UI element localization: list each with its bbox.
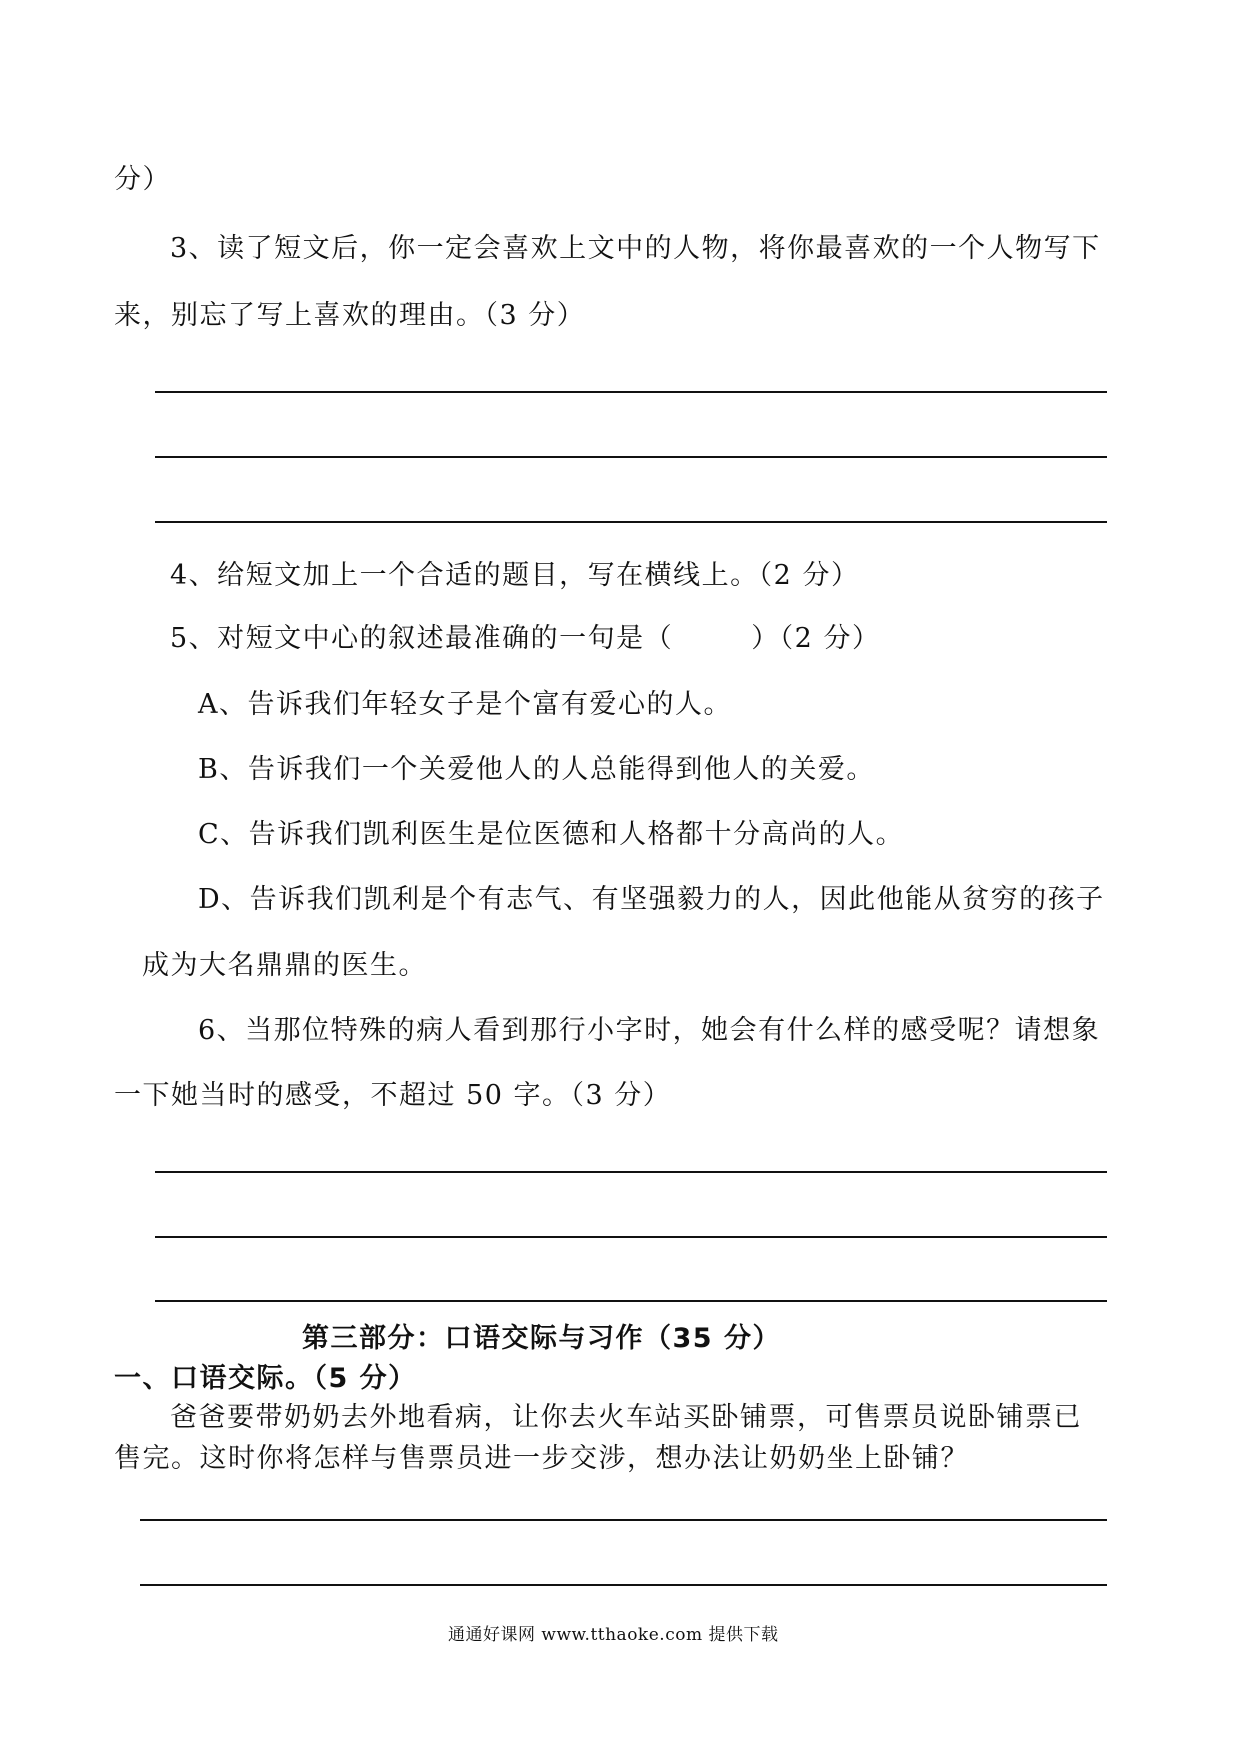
question-3-line-1: 3、读了短文后，你一定会喜欢上文中的人物，将你最喜欢的一个人物写下 — [170, 233, 1101, 264]
part-3-title: 第三部分：口语交际与习作（35 分） — [302, 1323, 781, 1354]
answer-line-q6-2 — [155, 1236, 1107, 1238]
question-5-option-d-line-2: 成为大名鼎鼎的医生。 — [142, 950, 427, 981]
question-3-line-2: 来，别忘了写上喜欢的理由。（3 分） — [114, 300, 586, 331]
prompt-line-2: 售完。这时你将怎样与售票员进一步交涉，想办法让奶奶坐上卧铺？ — [114, 1443, 969, 1474]
answer-line-oral-2 — [140, 1584, 1107, 1586]
question-6-line-1: 6、当那位特殊的病人看到那行小字时，她会有什么样的感受呢？请想象 — [198, 1015, 1101, 1046]
page-footer: 通通好课网 www.tthaoke.com 提供下载 — [448, 1625, 779, 1645]
question-5-option-d-line-1: D、告诉我们凯利是个有志气、有坚强毅力的人，因此他能从贫穷的孩子 — [198, 884, 1105, 915]
question-5-stem-after: ）（2 分） — [751, 623, 881, 654]
question-5-option-b: B、告诉我们一个关爱他人的人总能得到他人的关爱。 — [198, 754, 875, 785]
question-5-option-a: A、告诉我们年轻女子是个富有爱心的人。 — [198, 689, 732, 720]
section-1-heading: 一、口语交际。（5 分） — [114, 1363, 417, 1394]
carry-over-text: 分） — [114, 164, 171, 195]
answer-line-q3-2 — [155, 456, 1107, 458]
answer-line-q6-3 — [155, 1300, 1107, 1302]
question-5-stem-before: 5、对短文中心的叙述最准确的一句是（ — [170, 623, 674, 654]
question-6-line-2: 一下她当时的感受，不超过 50 字。（3 分） — [114, 1080, 672, 1111]
prompt-line-1: 爸爸要带奶奶去外地看病，让你去火车站买卧铺票，可售票员说卧铺票已 — [170, 1402, 1082, 1433]
question-4: 4、给短文加上一个合适的题目，写在横线上。（2 分） — [170, 560, 860, 591]
answer-line-q6-1 — [155, 1171, 1107, 1173]
answer-line-q3-3 — [155, 521, 1107, 523]
question-5-option-c: C、告诉我们凯利医生是位医德和人格都十分高尚的人。 — [198, 819, 905, 850]
answer-line-oral-1 — [140, 1519, 1107, 1521]
question-5-stem — [170, 625, 880, 652]
answer-line-q3-1 — [155, 391, 1107, 393]
